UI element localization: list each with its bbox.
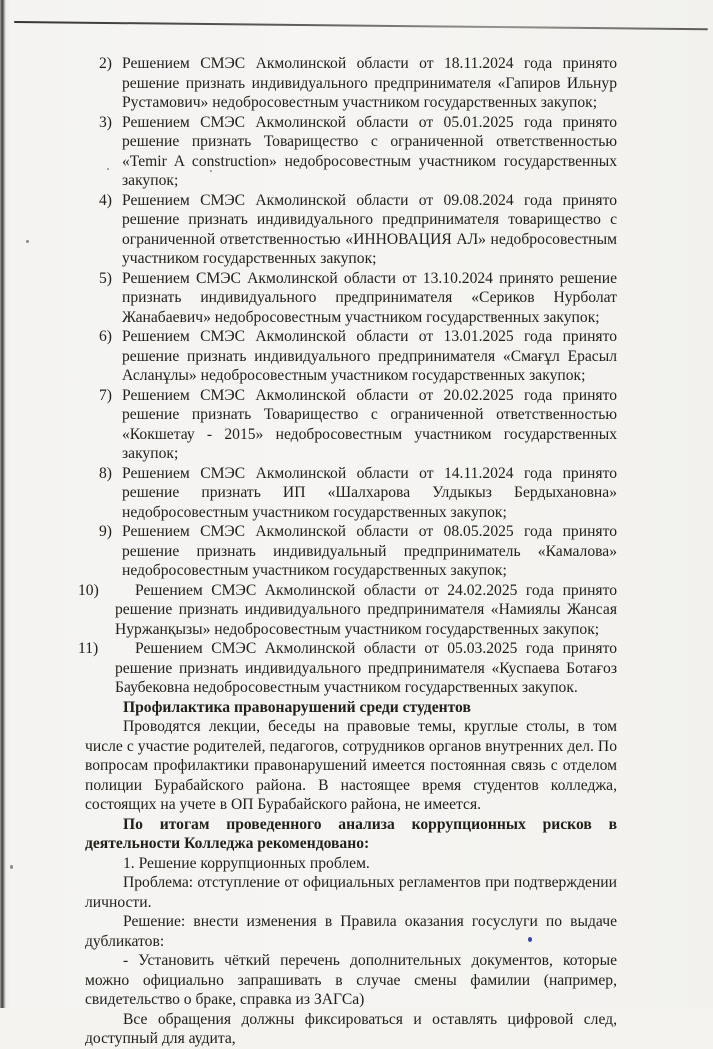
list-item-number: 5): [99, 269, 112, 287]
list-item-text: Решением СМЭС Акмолинской области от 13.10.2024 принято решение признать индивидуального предпринимателя «Сериков Нурболат Жанабаевич» недобросовестным участником государственных закупок;: [122, 269, 617, 326]
list-item-number: 3): [99, 113, 112, 131]
list-item-text: Решением СМЭС Акмолинской области от 13.01.2025 года принято решение признать индивидуального предпринимателя «Смағұл Ерасыл Асланұлы» недобросовестным участником государственных закупок;: [122, 328, 617, 384]
list-item: [85, 113, 617, 191]
list-item-number: 8): [99, 464, 112, 482]
list-item: [85, 386, 617, 464]
solution-paragraph: Решение: внести изменения в Правила оказания госуслуги по выдаче дубликатов:: [85, 913, 617, 950]
list-item-text: Решением СМЭС Акмолинской области от 05.03.2025 года принято решение признать индивидуального предпринимателя «Куспаева Ботағоз Баубековна недобросовестным участником государственных закупок.: [115, 640, 617, 696]
list-item-text: Решением СМЭС Акмолинской области от 05.01.2025 года принято решение признать Товарищество с ограниченной ответственностью «Temir A construction» недобросовестным участником государственных закупок;: [122, 113, 617, 189]
scan-speck: [26, 240, 29, 243]
list-item-number: 2): [99, 55, 112, 72]
scan-edge-shadow: [0, 0, 6, 1008]
list-item: [85, 464, 617, 523]
closing-paragraph: Все обращения должны фиксироваться и оставлять цифровой след, доступный для аудита,: [85, 1010, 617, 1047]
list-item-text: Решением СМЭС Акмолинской области от 09.08.2024 года принято решение признать индивидуального предпринимателя товарищество с ограниченной ответственностью «ИННОВАЦИЯ АЛ» недобросовестным участником государственных закупок;: [122, 191, 617, 267]
list-item-text: Решением СМЭС Акмолинской области от 20.02.2025 года принято решение признать Товарищество с ограниченной ответственностью «Кокшетау - 2015» недобросовестным участником государственных закупок;: [122, 386, 617, 462]
list-item-text: Решением СМЭС Акмолинской области от 24.02.2025 года принято решение признать индивидуального предпринимателя «Намиялы Жансая Нуржанқызы» недобросовестным участником государственных закупок;: [115, 581, 617, 638]
list-item: [85, 327, 617, 386]
item-one-paragraph: 1. Решение коррупционных проблем.: [123, 854, 370, 872]
list-item: [85, 269, 617, 328]
scan-speck: [10, 865, 13, 869]
list-item: [85, 54, 617, 113]
prevention-paragraph: Проводятся лекции, беседы на правовые темы, круглые столы, в том числе с участие родителей, педагогов, сотрудников органов внутренних дел. По вопросам профилактики правонарушений имеется постоянная связь с отделом полиции Бурабайского района. В настоящее время студентов колледжа, состоящих на учете в ОП Бурабайского района, не имеется.: [85, 718, 617, 813]
document-body: [78, 54, 617, 1049]
list-item-number: 7): [99, 386, 112, 404]
list-item-text: Решением СМЭС Акмолинской области от 18.11.2024 года принято решение признать индивидуального предпринимателя «Гапиров Ильнур Рустамович» недобросовестным участником государственных закупок;: [122, 55, 617, 111]
list-item: [85, 522, 617, 581]
list-item-number: 10): [78, 581, 99, 599]
scan-fold-line: [14, 21, 708, 30]
bullet-paragraph: - Установить чёткий перечень дополнительных документов, которые можно официально запрашивать в случае смены фамилии (например, свидетельство о браке, справка из ЗАГСа): [85, 952, 617, 1008]
list-item: [78, 581, 617, 640]
list-item-text: Решением СМЭС Акмолинской области от 08.05.2025 года принято решение признать индивидуальный предприниматель «Камалова» недобросовестным участником государственных закупок;: [122, 523, 617, 579]
list-item-number: 4): [99, 191, 112, 209]
list-item-number: 11): [78, 640, 99, 657]
list-item-number: 9): [99, 523, 112, 540]
prevention-heading: Профилактика правонарушений среди студентов: [123, 698, 471, 716]
list-item-number: 6): [99, 328, 112, 345]
recommendations-heading: По итогам проведенного анализа коррупционных рисков в деятельности Колледжа рекомендовано:: [85, 815, 617, 852]
problem-paragraph: Проблема: отступление от официальных регламентов при подтверждении личности.: [85, 874, 617, 911]
list-item: [85, 191, 617, 269]
list-item: [78, 639, 617, 698]
list-item-text: Решением СМЭС Акмолинской области от 14.11.2024 года принято решение признать ИП «Шалхарова Улдыкыз Бердыхановна» недобросовестным участником государственных закупок;: [122, 464, 617, 521]
